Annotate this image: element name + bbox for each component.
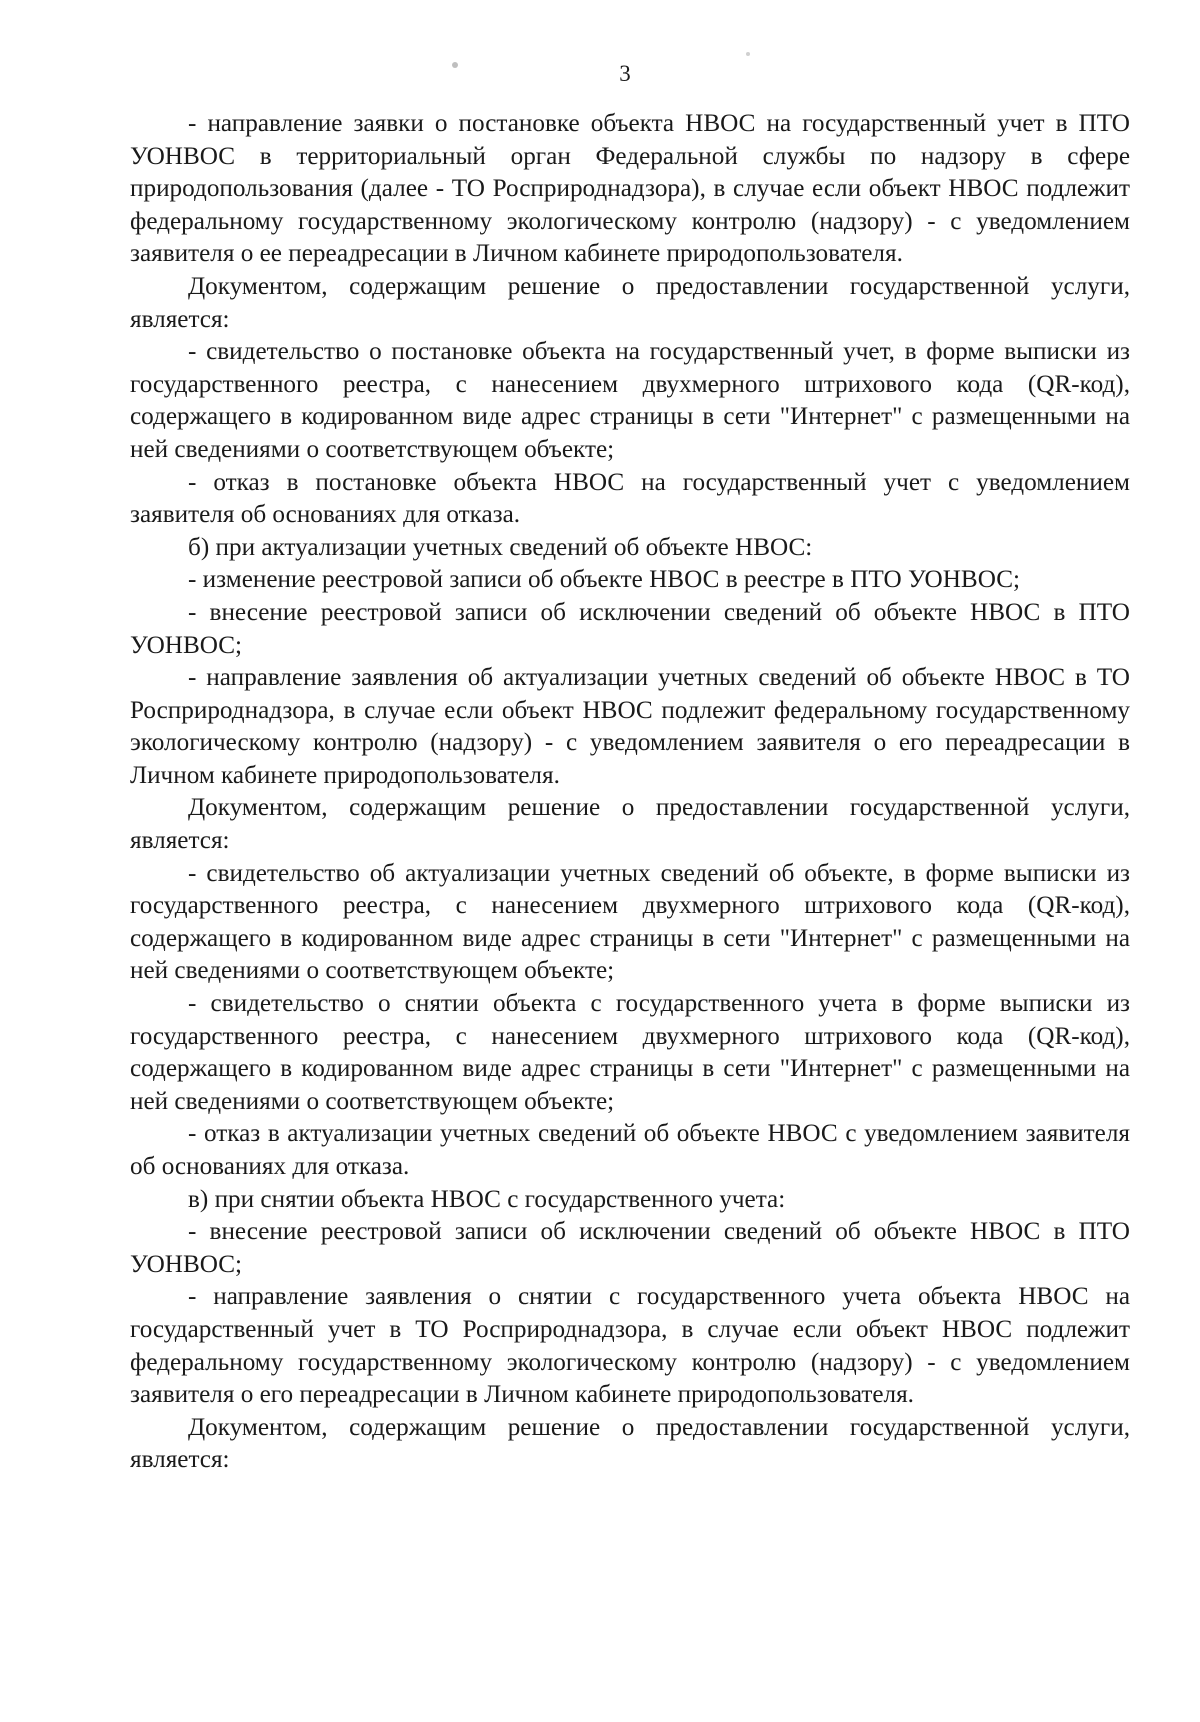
paragraph: в) при снятии объекта НВОС с государственного учета: (188, 1185, 786, 1213)
page-number: 3 (619, 61, 631, 86)
paragraph: - свидетельство о постановке объекта на государственный учет, в форме выписки из государственного реестра, с нанесением двухмерного штрихового кода (QR-код), содержащего в кодированном виде адрес страницы в сети "Интернет" с размещенными на ней сведениями о соответствующем объекте; (130, 338, 1130, 463)
paragraph: Документом, содержащим решение о предоставлении государственной услуги, является: (130, 272, 1130, 333)
paragraph: - внесение реестровой записи об исключении сведений об объекте НВОС в ПТО УОНВОС; (130, 1218, 1130, 1278)
paragraph: Документом, содержащим решение о предоставлении государственной услуги, является: (130, 794, 1130, 855)
paragraph: - направление заявления об актуализации учетных сведений об объекте НВОС в ТО Росприроднадзора, в случае если объект НВОС подлежит федеральному государственному экологическому контролю (надзору) - с уведомлением заявителя о его переадресации в Личном кабинете природопользователя. (130, 664, 1130, 789)
paragraph: Документом, содержащим решение о предоставлении государственной услуги, является: (130, 1413, 1130, 1474)
paragraph: - отказ в постановке объекта НВОС на государственный учет с уведомлением заявителя об основаниях для отказа. (130, 468, 1130, 529)
paragraph: - внесение реестровой записи об исключении сведений об объекте НВОС в ПТО УОНВОС; (130, 598, 1130, 659)
paragraph: - направление заявления о снятии с государственного учета объекта НВОС на государственный учет в ТО Росприроднадзора, в случае если объект НВОС подлежит федеральному государственному экологическому контролю (надзору) - с уведомлением заявителя о его переадресации в Личном кабинете природопользователя. (130, 1283, 1130, 1409)
paragraph: б) при актуализации учетных сведений об объекте НВОС: (188, 533, 813, 561)
paragraph: - направление заявки о постановке объекта НВОС на государственный учет в ПТО УОНВОС в территориальный орган Федеральной службы по надзору в сфере природопользования (далее - ТО Росприроднадзора), в случае если объект НВОС подлежит федеральному государственному экологическому контролю (надзору) - с уведомлением заявителя о ее переадресации в Личном кабинете природопользователя. (130, 110, 1130, 268)
paragraph: - свидетельство о снятии объекта с государственного учета в форме выписки из государственного реестра, с нанесением двухмерного штрихового кода (QR-код), содержащего в кодированном виде адрес страницы в сети "Интернет" с размещенными на ней сведениями о соответствующем объекте; (130, 990, 1130, 1115)
paragraph: - свидетельство об актуализации учетных сведений об объекте, в форме выписки из государственного реестра, с нанесением двухмерного штрихового кода (QR-код), содержащего в кодированном виде адрес страницы в сети "Интернет" с размещенными на ней сведениями о соответствующем объекте; (130, 859, 1130, 985)
scan-speck (746, 52, 750, 56)
document-body (130, 108, 1130, 1477)
paragraph: - отказ в актуализации учетных сведений об объекте НВОС с уведомлением заявителя об основаниях для отказа. (130, 1120, 1130, 1180)
paragraph: - изменение реестровой записи об объекте НВОС в реестре в ПТО УОНВОС; (188, 566, 1020, 594)
